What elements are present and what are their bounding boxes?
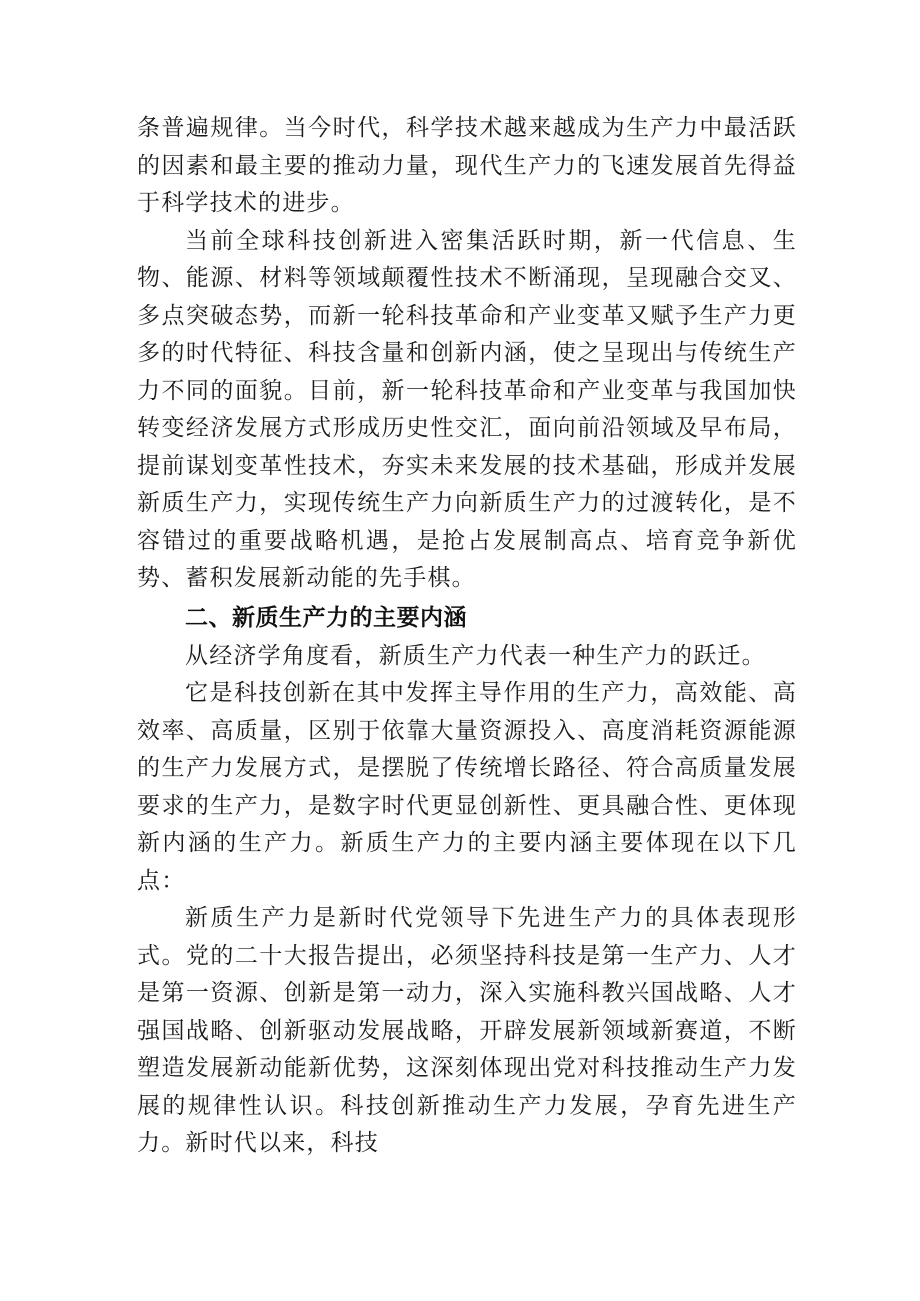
paragraph-party-leadership: 新质生产力是新时代党领导下先进生产力的具体表现形式。党的二十大报告提出，必须坚持科技是第一生产力、人才是第一资源、创新是第一动力，深入实施科教兴国战略、人才强国战略、创新驱动发展战略，开辟发展新领域新赛道，不断塑造发展新动能新优势，这深刻体现出党对科技推动生产力发展的规律性认识。科技创新推动生产力发展，孕育先进生产力。新时代以来，科技: [137, 905, 797, 1156]
paragraph-global-innovation: 当前全球科技创新进入密集活跃时期，新一代信息、生物、能源、材料等领域颠覆性技术不断涌现，呈现融合交叉、多点突破态势，而新一轮科技革命和产业变革又赋予生产力更多的时代特征、科技含量和创新内涵，使之呈现出与传统生产力不同的面貌。目前，新一轮科技革命和产业变革与我国加快转变经济发展方式形成历史性交汇，面向前沿领域及早布局，提前谋划变革性技术，夯实未来发展的技术基础，形成并发展新质生产力，实现传统生产力向新质生产力的过渡转化，是不容错过的重要战略机遇，是抢占发展制高点、培育竞争新优势、蓄积发展新动能的先手棋。: [137, 227, 797, 591]
paragraph-economics-view: 从经济学角度看，新质生产力代表一种生产力的跃迁。: [185, 642, 766, 669]
paragraph-definition: 它是科技创新在其中发挥主导作用的生产力，高效能、高效率、高质量，区别于依靠大量资源投入、高度消耗资源能源的生产力发展方式，是摆脱了传统增长路径、符合高质量发展要求的生产力，是数字时代更显创新性、更具融合性、更体现新内涵的生产力。新质生产力的主要内涵主要体现在以下几点：: [137, 680, 797, 894]
document-body: [137, 110, 797, 1163]
paragraph-continuation: 条普遍规律。当今时代，科学技术越来越成为生产力中最活跃的因素和最主要的推动力量，现代生产力的飞速发展首先得益于科学技术的进步。: [137, 115, 797, 216]
section-heading: 二、新质生产力的主要内涵: [185, 604, 467, 631]
